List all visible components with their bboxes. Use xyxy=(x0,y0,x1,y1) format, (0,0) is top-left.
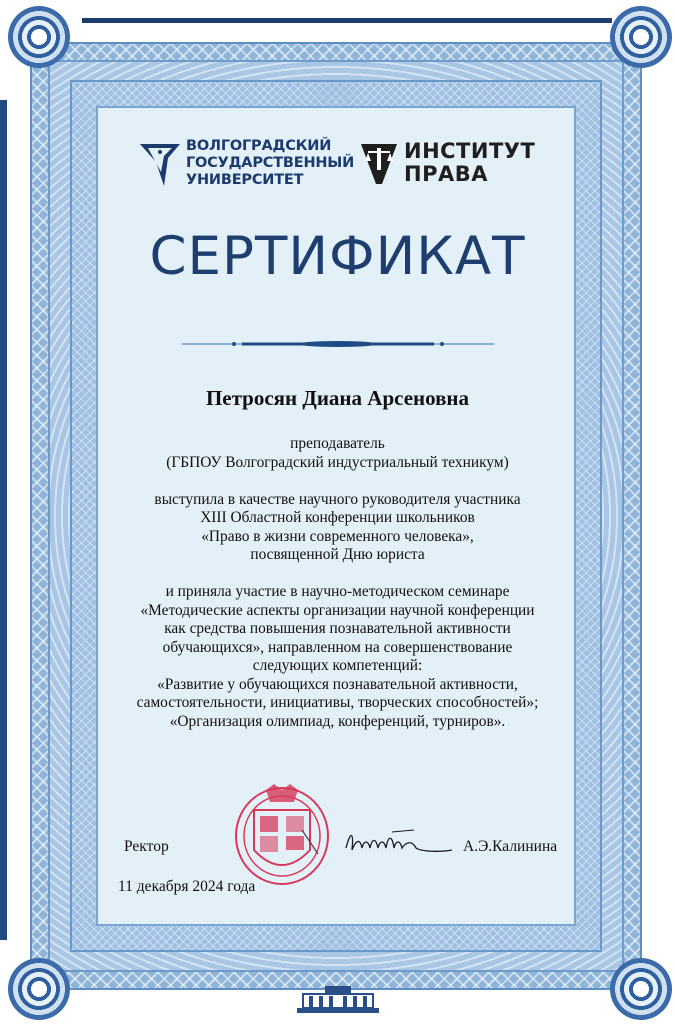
seminar-line: «Методические аспекты организации научной конференции xyxy=(140,601,535,619)
institute-name xyxy=(404,140,535,186)
ornamental-divider-icon xyxy=(182,338,494,350)
certificate-title: СЕРТИФИКАТ xyxy=(149,226,526,287)
supervisor-line: посвященной Дню юриста xyxy=(250,546,425,563)
rector-signature xyxy=(342,826,454,860)
seminar-line: и приняла участие в научно-методическом семинаре xyxy=(165,583,510,600)
recipient-name: Петросян Диана Арсеновна xyxy=(205,386,470,410)
corner-ornament-icon xyxy=(8,958,70,1020)
university-name-line: УНИВЕРСИТЕТ xyxy=(186,172,304,188)
corner-ornament-icon xyxy=(610,6,672,68)
corner-ornament-icon xyxy=(610,958,672,1020)
supervisor-line: XIII Областной конференции школьников xyxy=(200,509,475,526)
university-emblem-icon xyxy=(138,140,182,188)
institute-name-line: ИНСТИТУТ xyxy=(404,139,536,163)
seminar-line: обучающихся», направленном на совершенствование xyxy=(162,638,513,656)
institute-name-line: ПРАВА xyxy=(404,162,488,186)
university-logo xyxy=(138,138,353,196)
issue-date: 11 декабря 2024 года xyxy=(118,878,256,895)
institute-logo xyxy=(360,140,560,190)
university-name-line: ВОЛГОГРАДСКИЙ xyxy=(186,138,332,154)
university-name xyxy=(186,138,354,189)
university-name-line: ГОСУДАРСТВЕННЫЙ xyxy=(186,155,355,171)
seminar-line: как средства повышения познавательной активности xyxy=(164,620,511,637)
position-line: преподаватель xyxy=(290,435,385,452)
seminar-line: «Развитие у обучающихся познавательной активности, xyxy=(157,675,518,693)
top-decorative-line xyxy=(82,18,612,23)
university-seal-icon xyxy=(232,780,332,888)
rector-label: Ректор xyxy=(124,838,169,855)
corner-ornament-icon xyxy=(8,6,70,68)
rector-name: А.Э.Калинина xyxy=(463,838,558,855)
certificate-body xyxy=(110,435,565,731)
seminar-line: самостоятельности, инициативы, творческих способностей»; xyxy=(136,694,539,711)
supervisor-line: «Право в жизни современного человека», xyxy=(201,527,474,545)
building-icon xyxy=(295,984,381,1014)
scales-of-justice-icon xyxy=(360,142,398,186)
seminar-line: «Организация олимпиад, конференций, турниров». xyxy=(169,712,506,730)
position-line: (ГБПОУ Волгоградский индустриальный техникум) xyxy=(166,453,509,471)
seminar-line: следующих компетенций: xyxy=(252,657,423,674)
supervisor-line: выступила в качестве научного руководителя участника xyxy=(154,490,521,508)
